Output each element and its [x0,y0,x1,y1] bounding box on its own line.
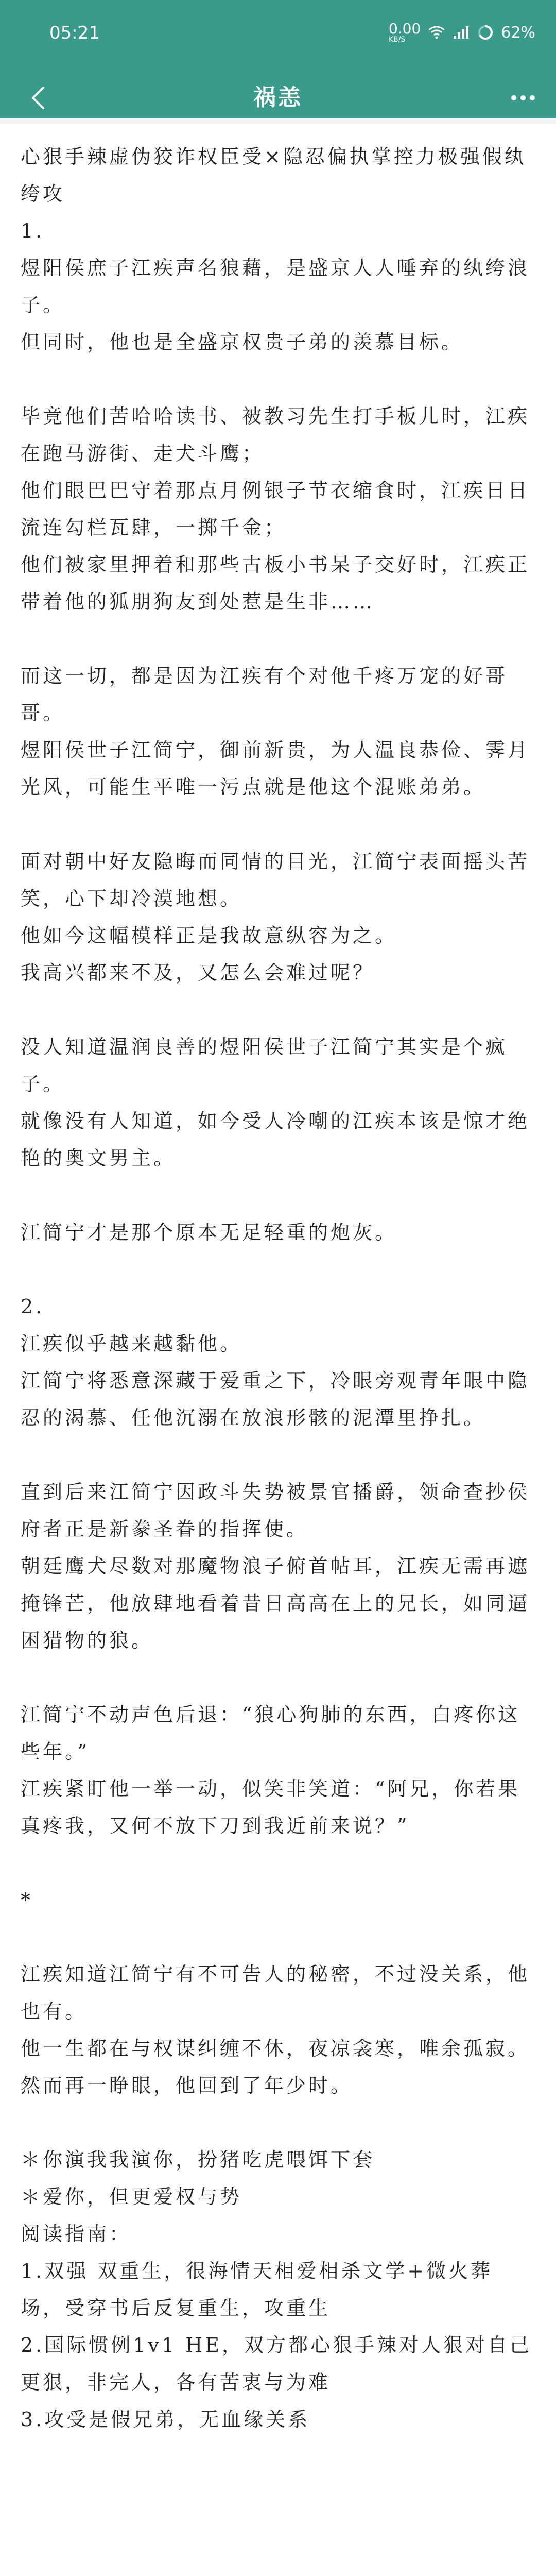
article-paragraph: 3.攻受是假兄弟，无血缘关系 [21,2408,310,2431]
article-paragraph: 他们被家里押着和那些古板小书呆子交好时，江疾正带着他的狐朋狗友到处惹是生非…… [21,553,530,613]
article-paragraph: 没人知道温润良善的煜阳侯世子江简宁其实是个疯子。 [21,1036,508,1095]
paragraph-gap [21,1177,535,1214]
article-paragraph: 2. [21,1295,45,1318]
battery-level: 62% [501,23,535,42]
paragraph-gap [21,1251,535,1288]
app-bar [0,77,556,118]
article-paragraph: * [21,1889,33,1911]
article-content [0,120,556,2576]
article-paragraph: 1.双强 双重生，很海情天相爱相杀文学+微火葬场，受穿书后反复重生，攻重生 [21,2260,493,2319]
article-paragraph: 江疾知道江简宁有不可告人的秘密，不过没关系，他也有。 [21,1963,530,2023]
article-paragraph: 江简宁将悉意深藏于爱重之下，冷眼旁观青年眼中隐忍的渴慕、任他沉溺在放浪形骸的泥潭里挣扎。 [21,1369,530,1429]
status-time: 05:21 [49,23,100,43]
article-paragraph: 但同时，他也是全盛京权贵子弟的羡慕目标。 [21,331,464,353]
article-paragraph: 1. [21,219,45,242]
article-paragraph: 他们眼巴巴守着那点月例银子节衣缩食时，江疾日日流连勾栏瓦肆，一掷千金； [21,479,530,539]
article-paragraph: 面对朝中好友隐晦而同情的目光，江简宁表面摇头苦笑，心下却冷漠地想。 [21,850,530,910]
paragraph-gap [21,620,535,657]
article-paragraph: 他一生都在与权谋纠缠不休，夜凉衾寒，唯余孤寂。 [21,2037,530,2060]
network-speed [389,22,421,43]
article-paragraph: 阅读指南： [21,2223,132,2245]
article-paragraph: 然而再一睁眼，他回到了年少时。 [21,2074,353,2097]
signal-icon [453,25,470,40]
article-paragraph: 我高兴都来不及，又怎么会难过呢？ [21,961,375,984]
article-paragraph: 而这一切，都是因为江疾有个对他千疼万宠的好哥哥。 [21,665,508,724]
more-button[interactable] [494,77,535,118]
article-paragraph: 朝廷鹰犬尽数对那魔物浪子俯首帖耳，江疾无需再遮掩锋芒，他放肆地看着昔日高高在上的兄长，如同逼困猎物的狼。 [21,1555,530,1652]
network-speed-value: 0.00 [388,20,421,37]
article-paragraph: 心狠手辣虚伪狡诈权臣受×隐忍偏执掌控力极强假纨绔攻 [21,145,527,205]
paragraph-gap [21,361,535,398]
more-dots-icon [511,95,535,101]
paragraph-gap [21,991,535,1028]
wifi-icon [428,26,445,39]
article-paragraph: 江疾紧盯他一举一动，似笑非笑道：“阿兄，你若果真疼我，又何不放下刀到我近前来说？” [21,1777,520,1837]
page-title: 祸恙 [253,84,303,111]
paragraph-gap [21,1436,535,1473]
article-paragraph: 2.国际惯例1v1 HE，双方都心狠手辣对人狠对自己更狠，非完人，各有苦衷与为难 [21,2334,532,2394]
article-paragraph: 江简宁不动声色后退：“狼心狗肺的东西，白疼你这些年。” [21,1703,520,1763]
article-paragraph: 他如今这幅模样正是我故意纵容为之。 [21,924,397,947]
article-paragraph: 毕竟他们苦哈哈读书、被教习先生打手板儿时，江疾在跑马游街、走犬斗鹰； [21,405,530,465]
article-paragraph: ＊你演我我演你，扮猪吃虎喂饵下套 [21,2148,375,2171]
article-paragraph: 江简宁才是那个原本无足轻重的炮灰。 [21,1221,397,1244]
status-bar [0,0,556,77]
status-indicators [389,22,535,43]
paragraph-gap [21,1844,535,1882]
article-paragraph: 江疾似乎越来越黏他。 [21,1332,242,1355]
article-paragraph: 煜阳侯庶子江疾声名狼藉，是盛京人人唾弃的纨绔浪子。 [21,257,530,316]
article-paragraph: ＊爱你，但更爱权与势 [21,2185,242,2208]
paragraph-gap [21,2104,535,2141]
paragraph-gap [21,1659,535,1696]
paragraph-gap [21,1919,535,1956]
battery-icon [477,24,494,41]
article-paragraph: 直到后来江简宁因政斗失势被景官播爵，领命查抄侯府者正是新豢圣眷的指挥使。 [21,1481,530,1540]
article-paragraph: 煜阳侯世子江简宁，御前新贵，为人温良恭俭、霁月光风，可能生平唯一污点就是他这个混账弟弟。 [21,739,530,799]
network-speed-unit: KB/S [388,36,406,44]
paragraph-gap [21,806,535,843]
article-paragraph: 就像没有人知道，如今受人冷嘲的江疾本该是惊才绝艳的奥文男主。 [21,1110,530,1170]
